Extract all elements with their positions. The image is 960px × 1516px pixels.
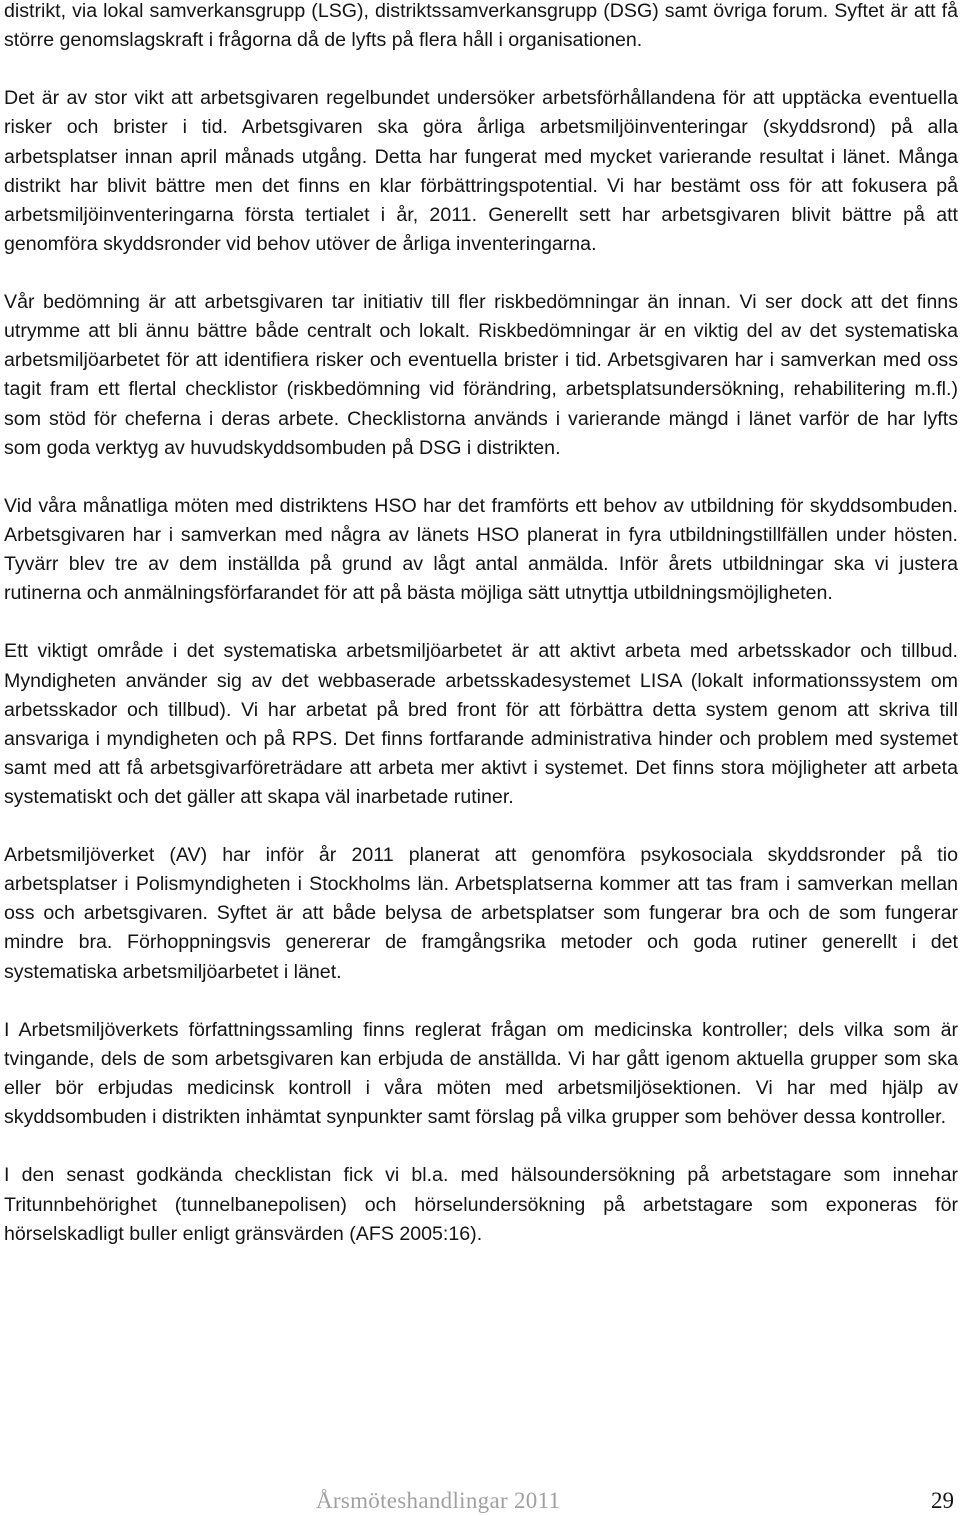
- page-number: 29: [931, 1488, 954, 1513]
- paragraph-6: Arbetsmiljöverket (AV) har inför år 2011 planerat att genomföra psykosociala skyddsronder på tio arbetsplatser i Polismyndigheten i Stockholms län. Arbetsplatserna kommer att tas fram i samverkan mellan oss och arbetsgivaren. Syftet är att både belysa de arbetsplatser som fungerar bra och de som fungerar mindre bra. Förhoppningsvis genererar de framgångsrika metoder och goda rutiner generellt i det systematiska arbetsmiljöarbetet i länet.: [4, 844, 958, 983]
- paragraph-4: Vid våra månatliga möten med distriktens HSO har det framförts ett behov av utbildning för skyddsombuden. Arbetsgivaren har i samverkan med några av länets HSO planerat in fyra utbildningstillfällen under hösten. Tyvärr blev tre av dem inställda på grund av lågt antal anmälda. Inför årets utbildningar ska vi justera rutinerna och anmälningsförfarandet för att på bästa möjliga sätt utnyttja utbildningsmöjligheten.: [4, 494, 958, 605]
- paragraph-7: I Arbetsmiljöverkets författningssamling finns reglerat frågan om medicinska kontroller; dels vilka som är tvingande, dels de som arbetsgivaren kan erbjuda de anställda. Vi har gått igenom aktuella grupper som ska eller bör erbjudas medicinsk kontroll i våra möten med arbetsmiljösektionen. Vi har med hjälp av skyddsombuden i distrikten inhämtat synpunkter samt förslag på vilka grupper som behöver dessa kontroller.: [4, 1018, 958, 1129]
- paragraph-2: Det är av stor vikt att arbetsgivaren regelbundet undersöker arbetsförhållandena för att upptäcka eventuella risker och brister i tid. Arbetsgivaren ska göra årliga arbetsmiljöinventeringar (skyddsrond) på alla arbetsplatser innan april månads utgång. Detta har fungerat med mycket varierande resultat i länet. Många distrikt har blivit bättre men det finns en klar förbättringspotential. Vi har bestämt oss för att fokusera på arbetsmiljöinventeringarna första tertialet i år, 2011. Generellt sett har arbetsgivaren blivit bättre på att genomföra skyddsronder vid behov utöver de årliga inventeringarna.: [4, 87, 958, 255]
- body-text: [4, 0, 958, 1278]
- paragraph-3: Vår bedömning är att arbetsgivaren tar initiativ till fler riskbedömningar än innan. Vi ser dock att det finns utrymme att bli ännu bättre både centralt och lokalt. Riskbedömningar är en viktig del av det systematiska arbetsmiljöarbetet för att identifiera risker och eventuella brister i tid. Arbetsgivaren har i samverkan med oss tagit fram ett flertal checklistor (riskbedömning vid förändring, arbetsplatsundersökning, rehabilitering m.fl.) som stöd för cheferna i deras arbete. Checklistorna används i varierande mängd i länet varför de har lyfts som goda verktyg av huvudskyddsombuden på DSG i distrikten.: [4, 291, 958, 459]
- footer-title: Årsmöteshandlingar 2011: [316, 1488, 561, 1513]
- paragraph-5: Ett viktigt område i det systematiska arbetsmiljöarbetet är att aktivt arbeta med arbetsskador och tillbud. Myndigheten använder sig av det webbaserade arbetsskadesystemet LISA (lokalt informationssystem om arbetsskador och tillbud). Vi har arbetat på bred front för att förbättra detta system genom att skriva till ansvariga i myndigheten och på RPS. Det finns fortfarande administrativa hinder och problem med systemet samt med att få arbetsgivarföreträdare att arbeta mer aktivt i systemet. Det finns stora möjligheter att arbeta systematiskt och det gäller att skapa väl inarbetade rutiner.: [4, 640, 958, 808]
- paragraph-1: distrikt, via lokal samverkansgrupp (LSG), distriktssamverkansgrupp (DSG) samt övriga forum. Syftet är att få större genomslagskraft i frågorna då de lyfts på flera håll i organisationen.: [4, 0, 958, 52]
- page-footer: [0, 1486, 960, 1516]
- paragraph-8: I den senast godkända checklistan fick vi bl.a. med hälsoundersökning på arbetstagare som innehar Tritunnbehörighet (tunnelbanepolisen) och hörselundersökning på arbetstagare som exponeras för hörselskadligt buller enligt gränsvärden (AFS 2005:16).: [4, 1164, 958, 1245]
